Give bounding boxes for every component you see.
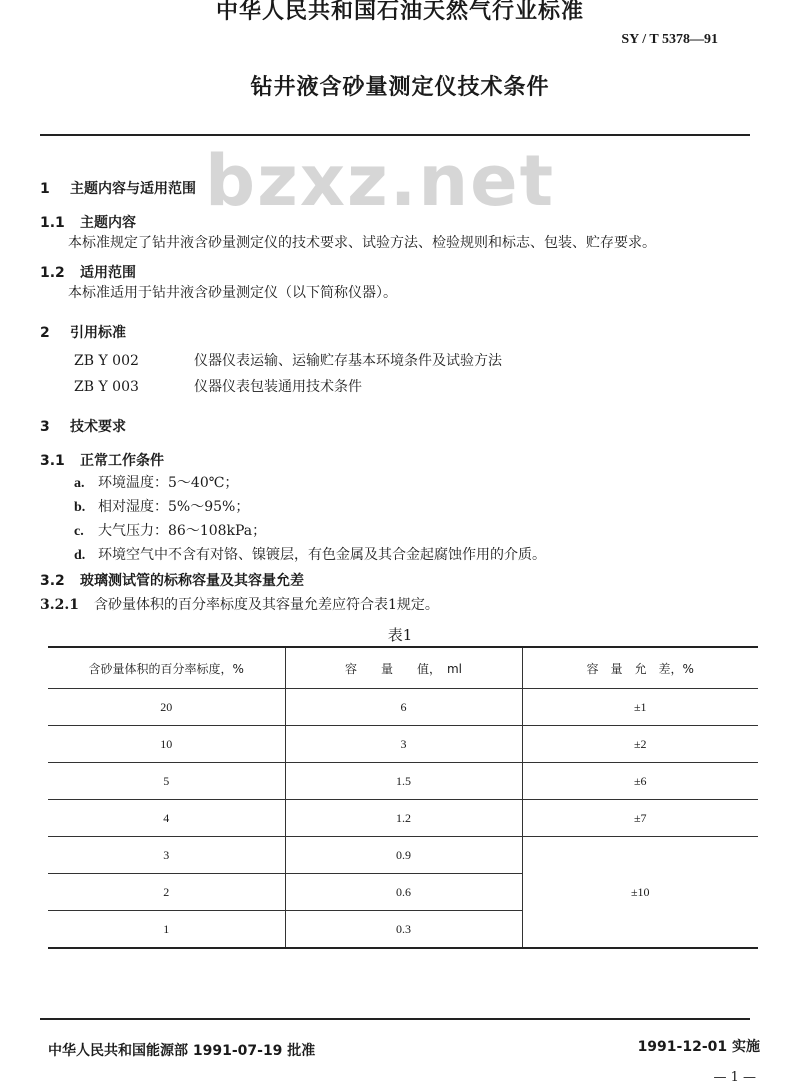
section-1-1-text: 本标准规定了钻井液含砂量测定仪的技术要求、试验方法、检验规则和标志、包装、贮存要求。 — [68, 235, 656, 251]
table-cell: 10 — [48, 726, 285, 763]
table-cell: ±7 — [522, 800, 758, 837]
condition-item: d. 环境空气中不含有对铬、镍镀层，有色金属及其合金起腐蚀作用的介质。 — [74, 547, 546, 563]
reference-item: ZB Y 003 仪器仪表包装通用技术条件 — [74, 379, 362, 395]
section-1-2-heading: 1.2 适用范围 — [40, 265, 136, 281]
table-row — [48, 763, 758, 800]
table-cell: ±2 — [522, 726, 758, 763]
section-3-1-heading: 3.1 正常工作条件 — [40, 453, 164, 469]
section-2-heading: 2 引用标准 — [40, 325, 126, 341]
table-cell: 3 — [48, 837, 285, 874]
section-3-2-heading: 3.2 玻璃测试管的标称容量及其容量允差 — [40, 573, 304, 589]
condition-item: b. 相对湿度：5%～95%； — [74, 499, 250, 515]
table-cell: 6 — [285, 689, 522, 726]
watermark: bzxz.net — [205, 140, 556, 222]
page-number: — 1 — — [713, 1070, 756, 1085]
table-caption: 表1 — [387, 626, 413, 644]
table-cell: 1.5 — [285, 763, 522, 800]
table-cell: 5 — [48, 763, 285, 800]
table-row — [48, 726, 758, 763]
table-header-row — [48, 647, 758, 689]
table-cell: 1 — [48, 911, 285, 949]
table-cell: 2 — [48, 874, 285, 911]
table-cell: 4 — [48, 800, 285, 837]
reference-item: ZB Y 002 仪器仪表运输、运输贮存基本环境条件及试验方法 — [74, 353, 502, 369]
standard-org-header: 中华人民共和国石油天然气行业标准 — [215, 0, 584, 24]
capacity-tolerance-table — [48, 646, 758, 949]
section-3-heading: 3 技术要求 — [40, 419, 126, 435]
table-cell-merged: ±10 — [522, 837, 758, 949]
section-1-heading: 1 主题内容与适用范围 — [40, 181, 196, 197]
table-row — [48, 800, 758, 837]
document-title: 钻井液含砂量测定仪技术条件 — [250, 75, 550, 100]
section-1-2-text: 本标准适用于钻井液含砂量测定仪（以下简称仪器）。 — [68, 285, 397, 301]
title-divider — [40, 134, 750, 136]
table-cell: 20 — [48, 689, 285, 726]
footer-divider — [40, 1018, 750, 1020]
standard-code: SY / T 5378—91 — [621, 32, 718, 47]
table-header-cell: 容 量 值， ml — [285, 647, 522, 689]
table-header-cell: 容 量 允 差，% — [522, 647, 758, 689]
approval-line: 中华人民共和国能源部 1991-07-19 批准 — [48, 1043, 316, 1059]
table-cell: ±6 — [522, 763, 758, 800]
table-header-cell: 含砂量体积的百分率标度，% — [48, 647, 285, 689]
table-cell: 0.9 — [285, 837, 522, 874]
table-row — [48, 837, 758, 874]
condition-item: a. 环境温度：5～40℃； — [74, 475, 239, 491]
condition-item: c. 大气压力：86～108kPa； — [74, 523, 267, 539]
table-cell: 3 — [285, 726, 522, 763]
section-1-1-heading: 1.1 主题内容 — [40, 215, 136, 231]
table-cell: ±1 — [522, 689, 758, 726]
section-3-2-1-text: 3.2.1 含砂量体积的百分率标度及其容量允差应符合表1规定。 — [40, 597, 439, 613]
table-row — [48, 689, 758, 726]
table-cell: 0.6 — [285, 874, 522, 911]
effective-date: 1991-12-01 实施 — [637, 1039, 760, 1055]
table-cell: 0.3 — [285, 911, 522, 949]
table-cell: 1.2 — [285, 800, 522, 837]
